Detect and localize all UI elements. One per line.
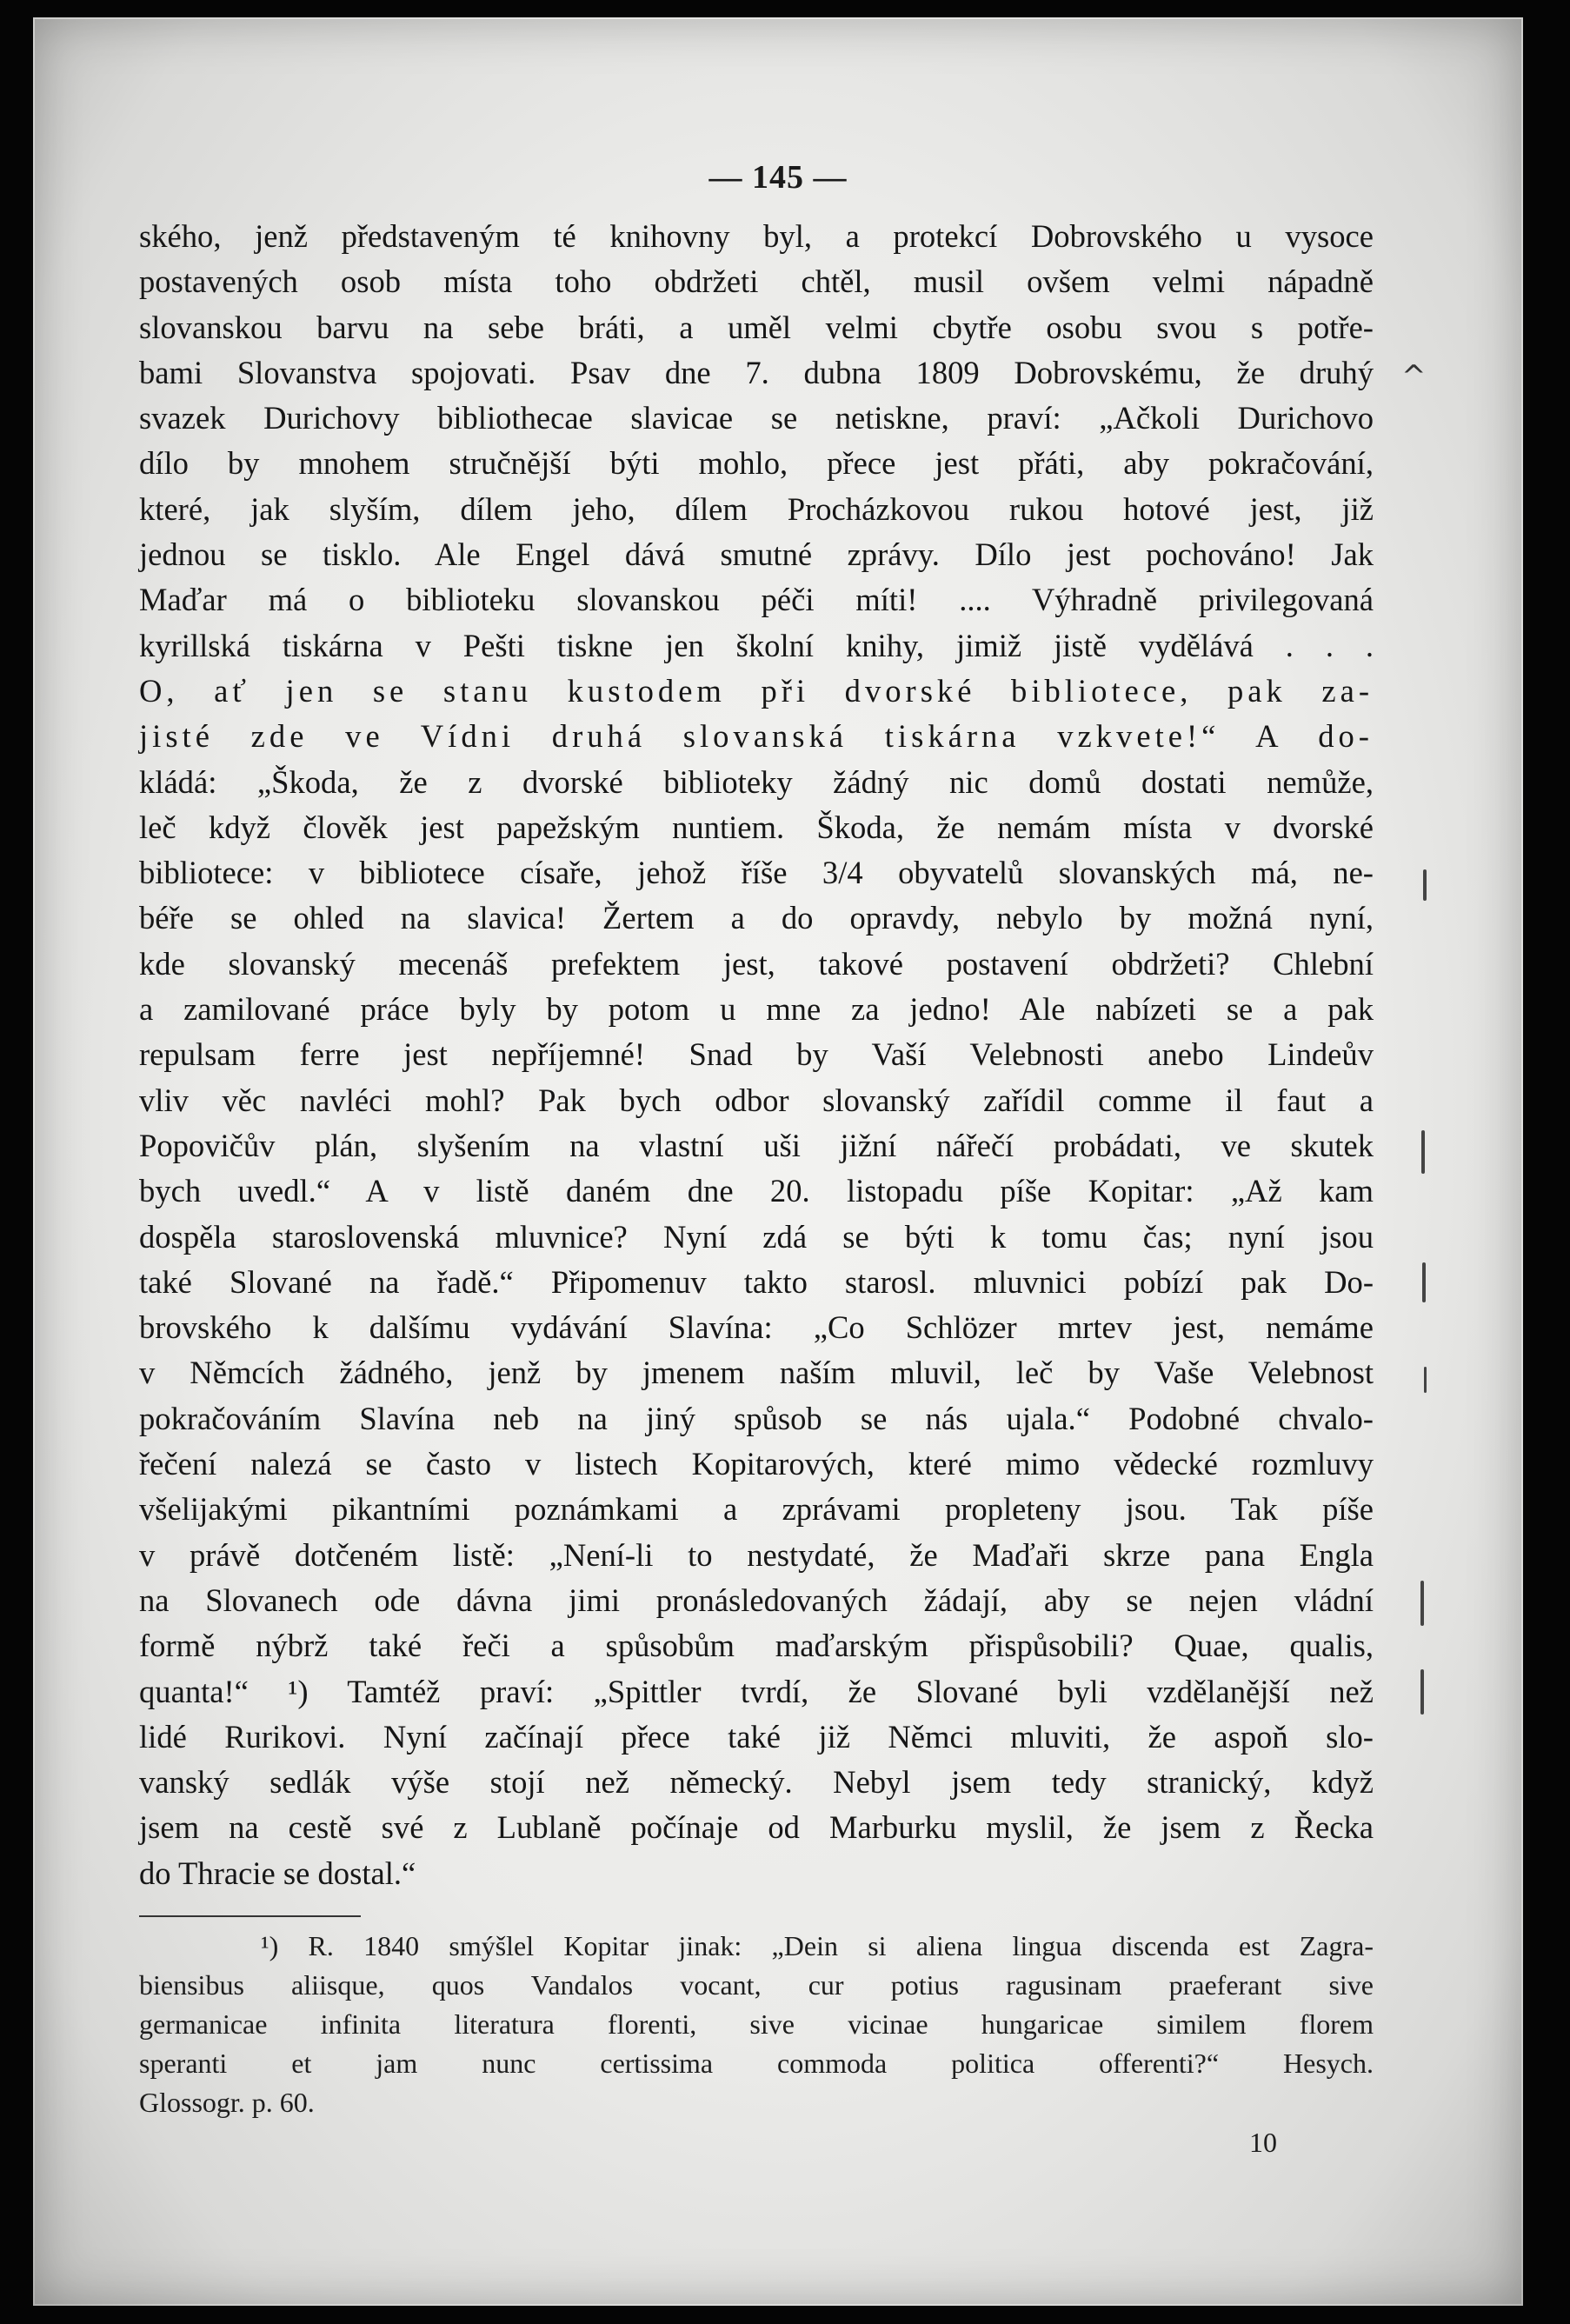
text-line: jednou se tisklo. Ale Engel dává smutné zprávy. Dílo jest pochováno! Jak [139, 536, 1374, 573]
body-text [139, 214, 1374, 1896]
margin-mark-icon [1424, 1367, 1427, 1393]
text-line: leč když člověk jest papežským nuntiem. Škoda, že nemám místa v dvorské [139, 809, 1374, 845]
margin-mark-icon [1420, 1581, 1424, 1626]
text-line: repulsam ferre jest nepříjemné! Snad by Vaší Velebnosti anebo Lindeův [139, 1036, 1374, 1073]
text-line-last: do Thracie se dostal.“ [139, 1855, 416, 1891]
text-line: kládá: „Škoda, že z dvorské biblioteky žádný nic domů dostati nemůže, [139, 763, 1374, 800]
margin-caret-icon: ^ [1401, 359, 1427, 394]
text-line: slovanskou barvu na sebe bráti, a uměl velmi cbytře osobu svou s potře- [139, 309, 1374, 345]
text-line: béře se ohled na slavica! Žertem a do opravdy, nebylo by možná nyní, [139, 900, 1374, 936]
text-line: quanta!“ ¹) Tamtéž praví: „Spittler tvrdí, že Slované byli vzdělanější než [139, 1673, 1374, 1709]
text-line: kde slovanský mecenáš prefektem jest, takové postavení obdržeti? Chlební [139, 945, 1374, 982]
text-line: vliv věc navléci mohl? Pak bych odbor slovanský zařídil comme il faut a [139, 1082, 1374, 1118]
text-line-spaced: jisté zde ve Vídni druhá slovanská tiskárna vzkvete!“ A do- [139, 718, 1374, 755]
text-line-spaced: O, ať jen se stanu kustodem při dvorské bibliotece, pak za- [139, 672, 1374, 709]
footnote-line: ¹) R. 1840 smýšlel Kopitar jinak: „Dein si aliena lingua discenda est Zagra- [261, 1930, 1374, 1961]
scan-edge-left [0, 0, 33, 2324]
text-line: brovského k dalšímu vydávání Slavína: „Co Schlözer mrtev jest, nemáme [139, 1309, 1374, 1346]
text-line: pokračováním Slavína neb na jiný spůsob se nás ujala.“ Podobné chvalo- [139, 1400, 1374, 1436]
scan-edge-right [1523, 0, 1570, 2324]
scan-edge-bottom [0, 2306, 1570, 2324]
scan-edge-top [0, 0, 1570, 17]
margin-mark-icon [1422, 1262, 1426, 1302]
text-line: Maďar má o biblioteku slovanskou péči míti! .... Výhradně privilegovaná [139, 582, 1374, 618]
margin-mark-icon [1423, 869, 1427, 901]
text-line: kyrillská tiskárna v Pešti tiskne jen školní knihy, jimiž jistě vydělává . . . [139, 627, 1374, 663]
text-line: na Slovanech ode dávna jimi pronásledovaných žádají, aby se nejen vládní [139, 1582, 1374, 1618]
printer-signature: 10 [1249, 2127, 1277, 2158]
footnote-rule [139, 1915, 361, 1917]
text-line: formě nýbrž také řeči a spůsobům maďarským přispůsobili? Quae, qualis, [139, 1628, 1374, 1664]
text-line: jsem na cestě své z Lublaně počínaje od Marburku myslil, že jsem z Řecka [139, 1809, 1374, 1846]
margin-mark-icon [1421, 1130, 1425, 1174]
text-line: dospěla staroslovenská mluvnice? Nyní zdá se býti k tomu čas; nyní jsou [139, 1218, 1374, 1255]
footnote [139, 1927, 1374, 2122]
footnote-line: biensibus aliisque, quos Vandalos vocant, cur potius ragusinam praeferant sive [139, 1969, 1374, 2001]
text-line: v Němcích žádného, jenž by jmenem naším mluvil, leč by Vaše Velebnost [139, 1355, 1374, 1391]
text-line: svazek Durichovy bibliothecae slavicae se netiskne, praví: „Ačkoli Durichovo [139, 400, 1374, 436]
footnote-line: germanicae infinita literatura florenti, sive vicinae hungaricae similem florem [139, 2008, 1374, 2040]
margin-mark-icon [1420, 1669, 1424, 1715]
text-line: řečení nalezá se často v listech Kopitarových, které mimo vědecké rozmluvy [139, 1446, 1374, 1482]
page-number: — 145 — [708, 159, 848, 196]
text-line: Popovičův plán, slyšením na vlastní uši jižní nářečí probádati, ve skutek [139, 1127, 1374, 1163]
text-line: lidé Rurikovi. Nyní začínají přece také již Němci mluviti, že aspoň slo- [139, 1718, 1374, 1755]
footnote-line: speranti et jam nunc certissima commoda politica offerenti?“ Hesych. [139, 2048, 1374, 2079]
text-line: které, jak slyším, dílem jeho, dílem Procházkovou rukou hotové jest, již [139, 490, 1374, 527]
text-line: bami Slovanstva spojovati. Psav dne 7. dubna 1809 Dobrovskému, že druhý [139, 354, 1374, 390]
text-line: a zamilované práce byly by potom u mne za jedno! Ale nabízeti se a pak [139, 991, 1374, 1028]
text-line: vanský sedlák výše stojí než německý. Nebyl jsem tedy stranický, když [139, 1764, 1374, 1801]
footnote-line-last: Glossogr. p. 60. [139, 2087, 315, 2118]
text-line: bych uvedl.“ A v listě daném dne 20. listopadu píše Kopitar: „Až kam [139, 1173, 1374, 1209]
text-line: v právě dotčeném listě: „Není-li to nestydaté, že Maďaři skrze pana Engla [139, 1536, 1374, 1573]
text-line: postavených osob místa toho obdržeti chtěl, musil ovšem velmi nápadně [139, 263, 1374, 300]
text-line: bibliotece: v bibliotece císaře, jehož říše 3/4 obyvatelů slovanských má, ne- [139, 855, 1374, 891]
text-line: všelijakými pikantními poznámkami a zprávami propleteny jsou. Tak píše [139, 1491, 1374, 1528]
text-line: dílo by mnohem stručnější býti mohlo, přece jest přáti, aby pokračování, [139, 445, 1374, 482]
text-line: ského, jenž představeným té knihovny byl, a protekcí Dobrovského u vysoce [139, 218, 1374, 254]
text-line: také Slované na řadě.“ Připomenuv takto starosl. mluvnici pobízí pak Do- [139, 1263, 1374, 1300]
